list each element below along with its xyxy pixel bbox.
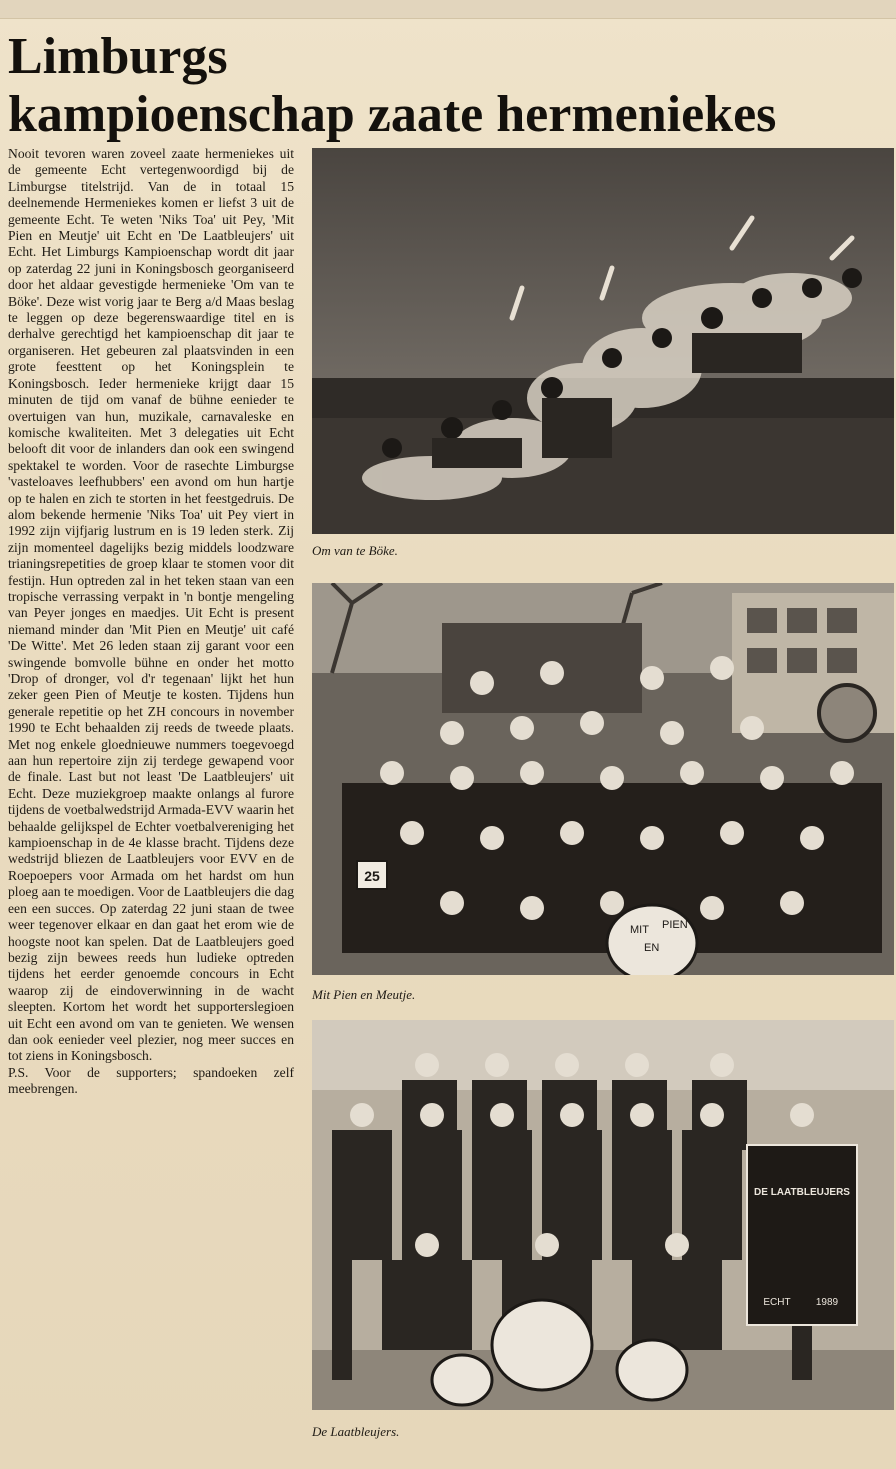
sign-number: 25: [364, 868, 380, 884]
photo-de-laatbleujers: [312, 1020, 894, 1410]
article-body: [8, 146, 294, 1098]
article-paragraph: Nooit tevoren waren zoveel zaate hermeniekes uit de gemeente Echt vertegenwoordigd bij de Limburgse titelstrijd. Van de in totaal 15 deelnemende Hermeniekes komen er liefst 3 uit de gemeente Echt. Te weten 'Niks Toa' uit Pey, 'Mit Pien en Meutje' uit Echt en 'De Laatbleujers' uit Echt. Het Limburgs Kampioenschap wordt dit jaar op zaterdag 22 juni in Koningsbosch georganiseerd door het aldaar gevestigde hermenieke 'Om van te Böke'. Deze wist vorig jaar te Berg a/d Maas beslag te leggen op deze begerenswaardige titel en is derhalve gerechtigd het kampioenschap dit jaar te organiseren. Het gebeuren zal plaatsvinden in een grote feesttent op het Koningsplein te Koningsbosch. Ieder hermenieke krijgt daar 15 minuten de tijd om vanaf de bühne eenieder te overtuigen van hun, muzikale, carnavaleske en komische kwaliteiten. Met 3 delegaties uit Echt belooft dit voor de inlanders dan ook een swingend spektakel te worden. Voor de rasechte Limburgse 'vasteloaves leefhubbers' een avond om hun hartje op te halen en zich te storten in het feestgedruis. De alom bekende hermenie 'Niks Toa' uit Pey viert in 1992 zijn vijfjarig lustrum en is 19 leden sterk. Zij zijn momenteel dagelijks bezig middels loodzware trianingsrepetities de groep klaar te stomen voor dit festijn. Hun optreden zal in het teken staan van een tropische verrassing verpakt in 'n bontje mengeling van Peyer jonges en maedjes. Uit Echt is present niemand minder dan 'Mit Pien en Meutje' uit café 'De Witte'. Met 26 leden staan zij garant voor een swingende bomvolle bühne en onder het motto 'Drop of dronger, vol d'r tegenaan' lijkt het hun zeker geen Pien of Meutje te kosten. Tijdens hun generale repetitie op het ZH concours in november 1990 te Echt behaalden zij reeds de tweede plaats. Met nog enkele gloednieuwe nummers toegevoegd aan hun repertoire zijn zij terdege gewapend voor de finale. Last but not least 'De Laatbleujers' uit Echt. Deze muziekgroep maakte onlangs al furore tijdens de voetbalwedstrijd Armada-EVV waarin het behaalde gelijkspel de Echter voetbalvereniging het kampioenschap in de 4e klasse bracht. Tijdens deze wedstrijd bliezen de Laatbleujers voor EVV en de Roepoepers voor Armada om het hardst om hun ploeg aan te moedigen. Voor de Laatbleujers die dag een een succes. Op zaterdag 22 juni staan de twee weer tegenover elkaar en dan gaat het erom wie de hoogste noot kan spelen. Dat de Laatbleujers goed bezig zijn bewees reeds hun ludieke optreden tijdens het eerder genoemde concours in Echt waarop zij de eindoverwinning in de wacht sleepten. Kortom het wordt het supporterslegioen uit Echt een avond om van te genieten. We wensen dan ook eenieder veel plezier, nog meer succes en tot ziens in Koningsbosch.: [8, 146, 294, 1064]
caption-photo-1: Om van te Böke.: [312, 543, 398, 558]
caption-photo-2: Mit Pien en Meutje.: [312, 987, 416, 1002]
drum-text-2: PIEN: [662, 919, 688, 931]
photo-1-image: [312, 148, 894, 534]
photo-mit-pien-en-meutje: [312, 583, 894, 975]
banner-year: 1989: [815, 1297, 839, 1308]
article-postscript: P.S. Voor de supporters; spandoeken zelf meebrengen.: [8, 1064, 294, 1097]
masthead-strip: [0, 0, 896, 19]
headline-line-1: Limburgs: [8, 28, 228, 86]
photo-2-image: [312, 583, 894, 975]
caption-photo-3: De Laatbleujers.: [312, 1424, 400, 1439]
drum-text-1: MIT: [630, 924, 649, 936]
photo-3-image: [312, 1020, 894, 1410]
headline-line-2: kampioenschap zaate hermeniekes: [8, 86, 777, 144]
banner-place: ECHT: [763, 1297, 791, 1308]
drum-text-3: EN: [644, 942, 660, 954]
banner-title: DE LAATBLEUJERS: [754, 1187, 850, 1198]
photo-om-van-te-boke: [312, 148, 894, 534]
headline: [8, 28, 894, 144]
